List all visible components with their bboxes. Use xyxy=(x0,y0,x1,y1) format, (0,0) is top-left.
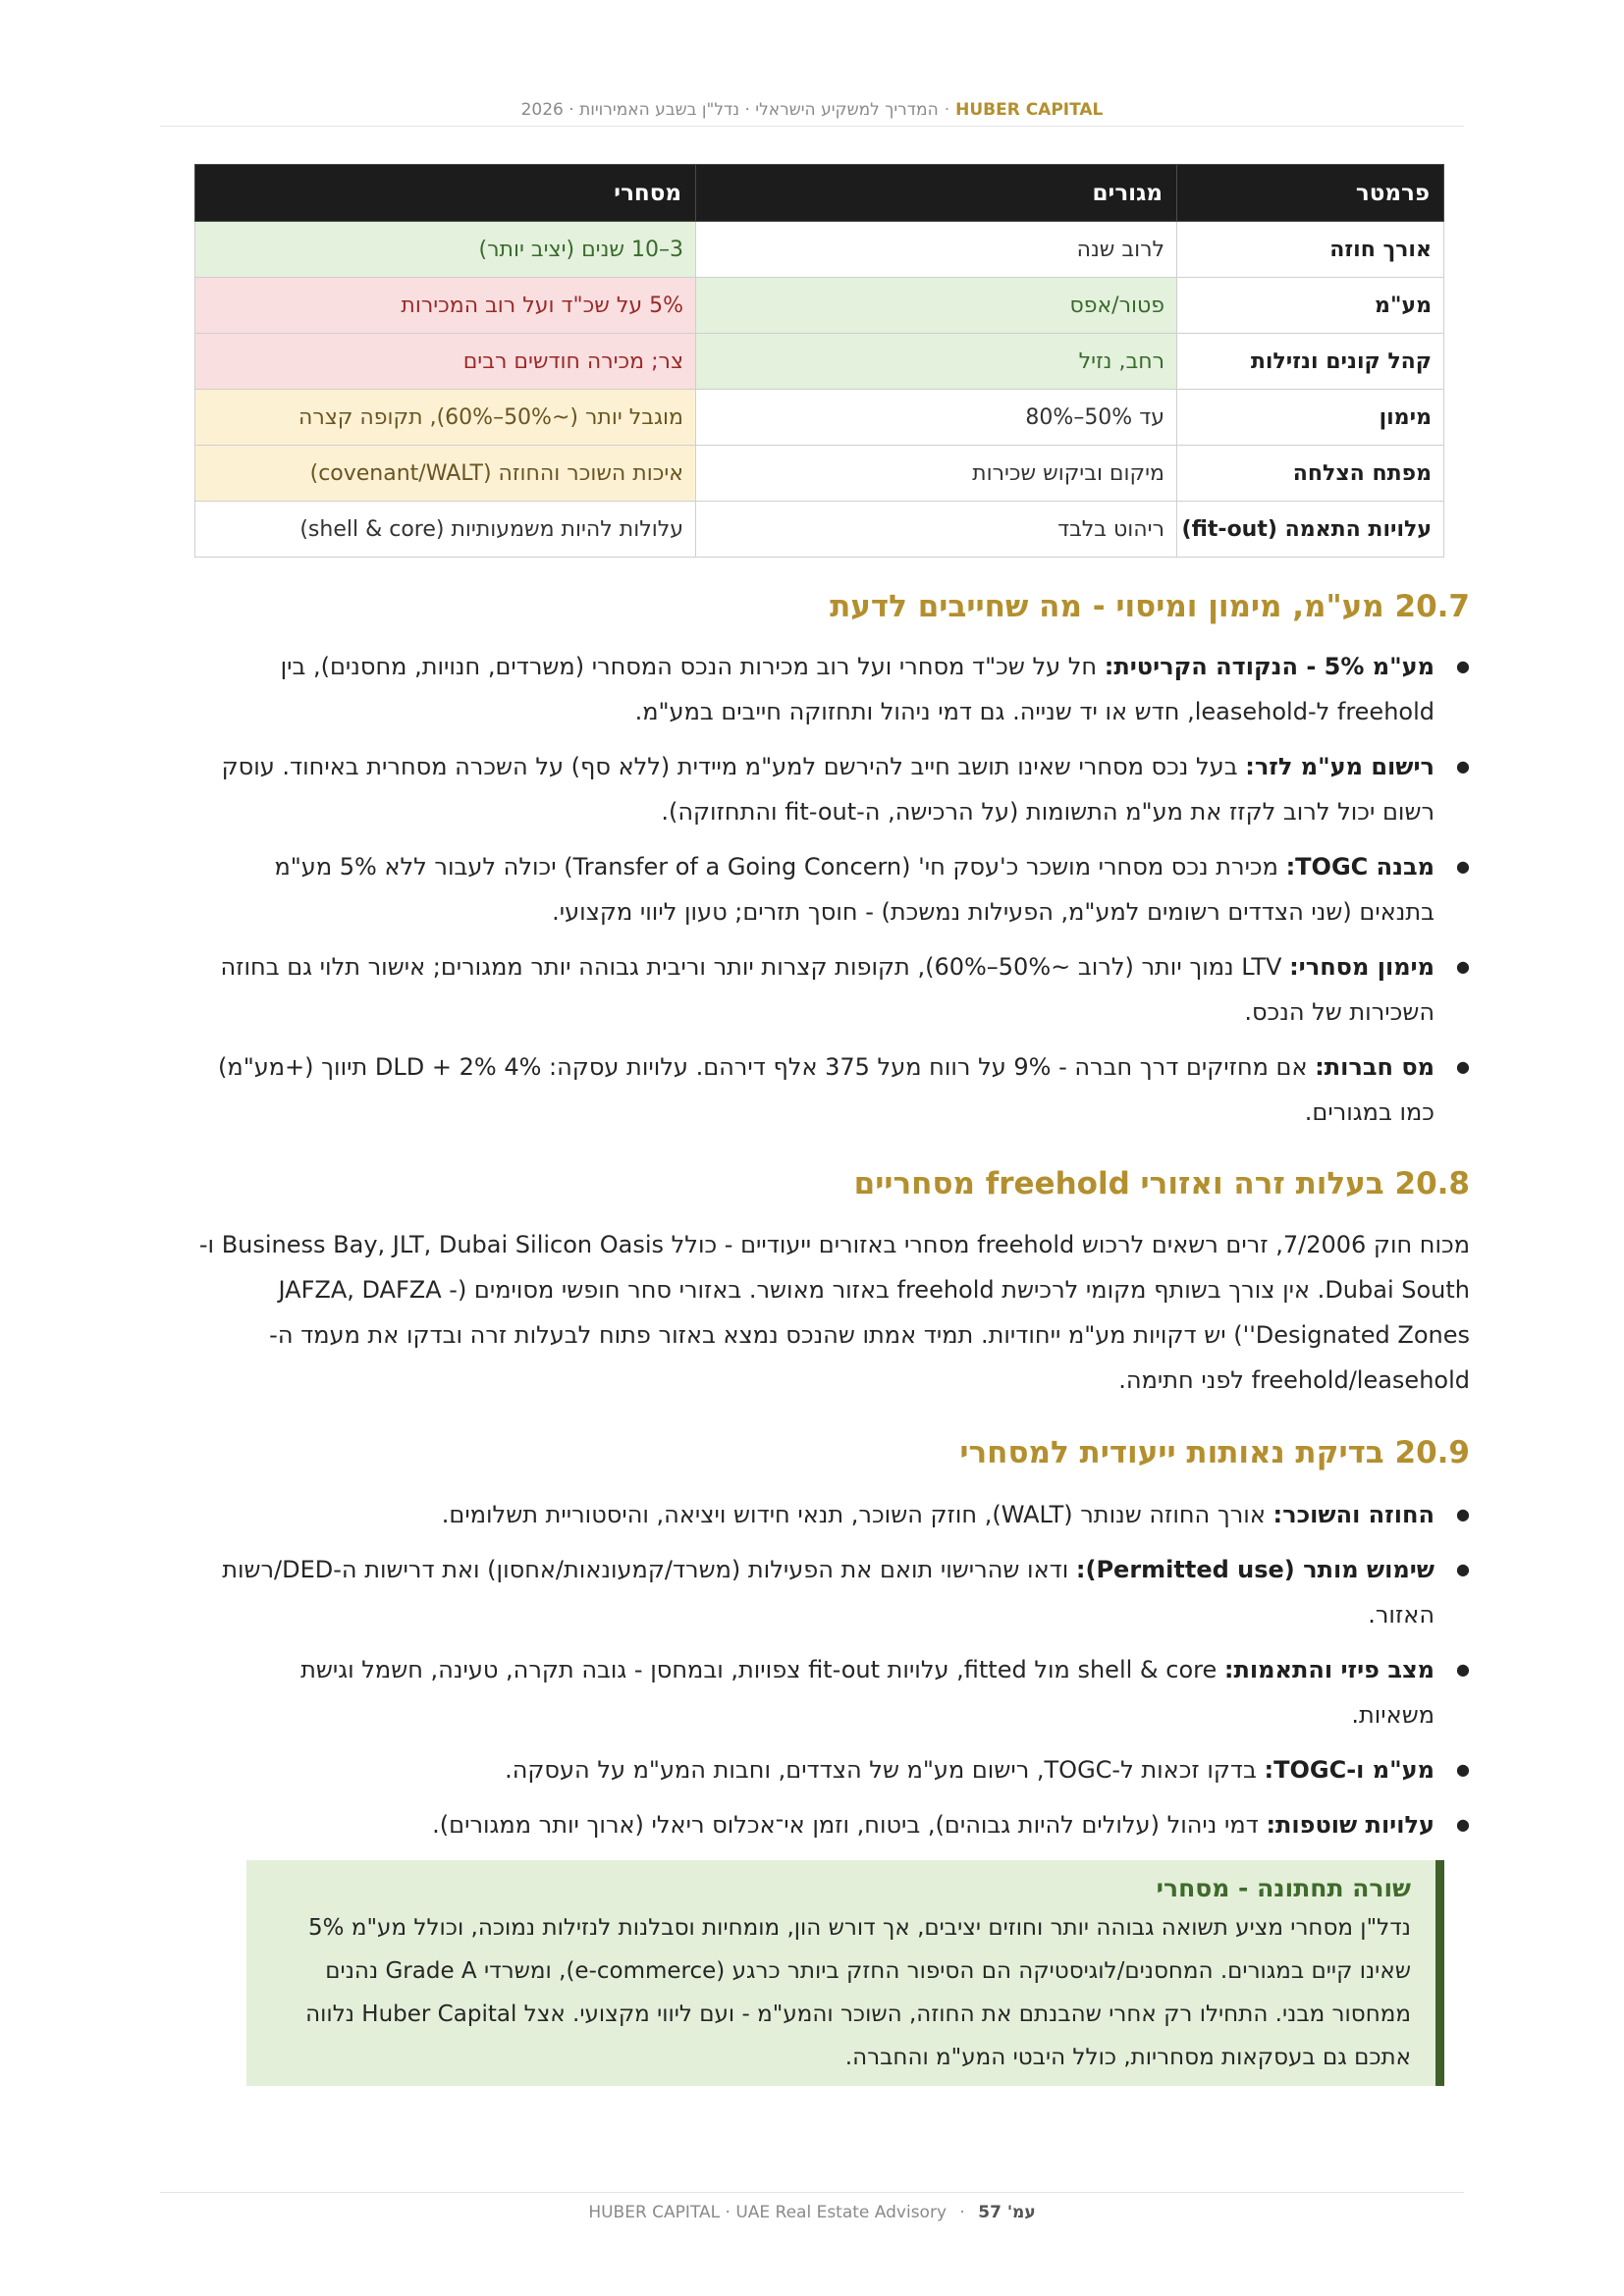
table-row xyxy=(195,278,1444,334)
table-row xyxy=(195,222,1444,278)
list-item xyxy=(212,1747,1435,1792)
bullet-text: דמי ניהול (עלולים להיות גבוהים), ביטוח, וזמן אי־אכלוס ריאלי (ארוך יותר ממגורים). xyxy=(432,1811,1267,1839)
bullet-text: אורך החוזה שנותר (WALT), חוזק השוכר, תנאי חידוש ויציאה, והיסטוריית תשלומים. xyxy=(441,1501,1273,1528)
bullet-text: בדקו זכאות ל-TOGC, רישום מע"מ של הצדדים, וחבות המע"מ על העסקה. xyxy=(505,1756,1265,1784)
list-item xyxy=(212,1547,1435,1637)
summary-text: נדל"ן מסחרי מציע תשואה גבוהה יותר וחוזים יציבים, אך דורש הון, מומחיות וסבלנות לנזילות נמוכה, וכולל מע"מ 5% שאינו קיים במגורים. המחסנים/לוגיסטיקה הם הסיפור החזק ביותר כרגע (e-commerce), ומשרדי Grade A נהנים ממחסור מבני. התחילו רק אחרי שהבנתם את החוזה, השוכר והמע"מ - ועם ליווי מקצועי. אצל Huber Capital נלווה אתכם גם בעסקאות מסחריות, כולל היבטי המע"מ והחברה. xyxy=(305,1915,1411,2070)
section-20-9-title: 20.9 בדיקת נאותות ייעודית למסחרי xyxy=(959,1435,1470,1470)
bullet-label: מע"מ ו-TOGC: xyxy=(1264,1756,1435,1784)
section-20-8-title: 20.8 בעלות זרה ואזורי freehold מסחריים xyxy=(853,1166,1470,1201)
row-commercial: עלולות להיות משמעותיות (shell & core) xyxy=(195,502,696,558)
table-header-row xyxy=(195,165,1444,222)
header-separator: · xyxy=(944,100,950,120)
row-residential: פטור/אפס xyxy=(696,278,1177,334)
section-20-9-list xyxy=(212,1492,1470,1857)
table-row xyxy=(195,502,1444,558)
header-subtitle: המדריך למשקיע הישראלי · נדל"ן בשבע האמירויות · 2026 xyxy=(520,100,939,120)
list-item xyxy=(212,644,1435,734)
bullet-label: רישום מע"מ לזר: xyxy=(1245,753,1435,780)
row-commercial: 3–10 שנים (יציב יותר) xyxy=(195,222,696,278)
bullet-text: ודאו שהרישוי תואם את הפעילות (משרד/קמעונאות/אחסון) ואת דרישות ה-DED/רשות האזור. xyxy=(222,1556,1435,1629)
bullet-label: מע"מ 5% - הנקודה הקריטית: xyxy=(1104,653,1435,680)
summary-title: שורה תחתונה - מסחרי xyxy=(1156,1874,1411,1902)
page-footer xyxy=(0,2203,1624,2222)
table-row xyxy=(195,334,1444,390)
bullet-text: אם מחזיקים דרך חברה - 9% על רווח מעל 375 אלף דירהם. עלויות עסקה: 4% DLD + 2% תיווך (+מע"מ) כמו במגורים. xyxy=(218,1053,1435,1126)
row-parameter: קהל קונים ונזילות xyxy=(1177,334,1444,390)
list-item xyxy=(212,1044,1435,1135)
list-item xyxy=(212,1647,1435,1737)
bullet-label: מבנה TOGC: xyxy=(1285,853,1435,881)
row-residential: לרוב שנה xyxy=(696,222,1177,278)
bullet-text: shell & core מול fitted, עלויות fit-out צפויות, ובמחסן - גובה תקרה, טעינה, חשמל וגישת משאיות. xyxy=(300,1656,1435,1729)
list-item xyxy=(212,1802,1435,1847)
row-commercial: מוגבל יותר (~50%–60%), תקופה קצרה xyxy=(195,390,696,446)
bullet-label: עלויות שוטפות: xyxy=(1266,1811,1435,1839)
bullet-label: מימון מסחרי: xyxy=(1289,953,1435,981)
bullet-label: החוזה והשוכר: xyxy=(1272,1501,1435,1528)
footer-divider xyxy=(160,2192,1464,2195)
list-item xyxy=(212,1492,1435,1537)
footer-brand: HUBER CAPITAL · UAE Real Estate Advisory xyxy=(588,2203,947,2222)
bullet-text: בעל נכס מסחרי שאינו תושב חייב להירשם למע"מ מיידית (ללא סף) על השכרה מסחרית באיחוד. עוסק רשום יכול לרוב לקזז את מע"מ התשומות (על הרכישה, ה-fit-out והתחזוקה). xyxy=(221,753,1435,826)
section-20-8-text: מכוח חוק 7/2006, זרים רשאים לרכוש freehold מסחרי באזורים ייעודיים - כולל Business Bay, JLT, Dubai Silicon Oasis ו-Dubai South. אין צורך בשותף מקומי לרכישת freehold באזור מאושר. באזורי סחר חופשי מסוימים (JAFZA, DAFZA - 'Designated Zones') יש דקויות מע"מ ייחודיות. תמיד אמתו שהנכס נמצא באזור פתוח לבעלות זרה ובדקו את מעמד ה-freehold/leasehold לפני חתימה. xyxy=(198,1231,1470,1394)
header-commercial: מסחרי xyxy=(195,165,696,222)
table-row xyxy=(195,446,1444,502)
header-brand: HUBER CAPITAL xyxy=(955,100,1104,120)
row-commercial: 5% על שכ"ד ועל רוב המכירות xyxy=(195,278,696,334)
row-commercial: איכות השוכר והחוזה (covenant/WALT) xyxy=(195,446,696,502)
row-residential: ריהוט בלבד xyxy=(696,502,1177,558)
section-20-7-title: 20.7 מע"מ, מימון ומיסוי - מה שחייבים לדעת xyxy=(830,589,1470,624)
list-item xyxy=(212,844,1435,934)
row-parameter: אורך חוזה xyxy=(1177,222,1444,278)
header-residential: מגורים xyxy=(696,165,1177,222)
row-commercial: צר; מכירה חודשים רבים xyxy=(195,334,696,390)
bullet-text: LTV נמוך יותר (לרוב ~50%–60%), תקופות קצרות יותר וריבית גבוהה יותר ממגורים; אישור תלוי גם בחוזה השכירות של הנכס. xyxy=(220,953,1435,1026)
row-parameter: מימון xyxy=(1177,390,1444,446)
row-parameter: עלויות התאמה (fit-out) xyxy=(1177,502,1444,558)
row-residential: מיקום וביקוש שכירות xyxy=(696,446,1177,502)
table-row xyxy=(195,390,1444,446)
row-residential: עד 50%–80% xyxy=(696,390,1177,446)
section-20-7-list xyxy=(212,644,1470,1145)
list-item xyxy=(212,744,1435,834)
list-item xyxy=(212,944,1435,1035)
comparison-table xyxy=(194,164,1444,558)
summary-callout xyxy=(246,1860,1444,2086)
page-number: עמ' 57 xyxy=(978,2203,1036,2222)
bullet-label: מצב פיזי והתאמות: xyxy=(1223,1656,1435,1683)
bullet-text: מכירת נכס מסחרי מושכר כ'עסק חי' (Transfer of a Going Concern) יכולה לעבור ללא 5% מע"מ בתנאים (שני הצדדים רשומים למע"מ, הפעילות נמשכת) - חוסך תזרים; טעון ליווי מקצועי. xyxy=(274,853,1435,926)
row-parameter: מפתח הצלחה xyxy=(1177,446,1444,502)
row-residential: רחב, נזיל xyxy=(696,334,1177,390)
bullet-label: שימוש מותר (Permitted use): xyxy=(1075,1556,1435,1583)
row-parameter: מע"מ xyxy=(1177,278,1444,334)
bullet-text: חל על שכ"ד מסחרי ועל רוב מכירות הנכס המסחרי (משרדים, חנויות, מחסנים), בין freehold ל-leasehold, חדש או יד שנייה. גם דמי ניהול ותחזוקה חייבים במע"מ. xyxy=(280,653,1435,725)
header-parameter: פרמטר xyxy=(1177,165,1444,222)
footer-separator: · xyxy=(959,2203,965,2222)
bullet-label: מס חברות: xyxy=(1315,1053,1435,1081)
page-header xyxy=(160,100,1464,127)
